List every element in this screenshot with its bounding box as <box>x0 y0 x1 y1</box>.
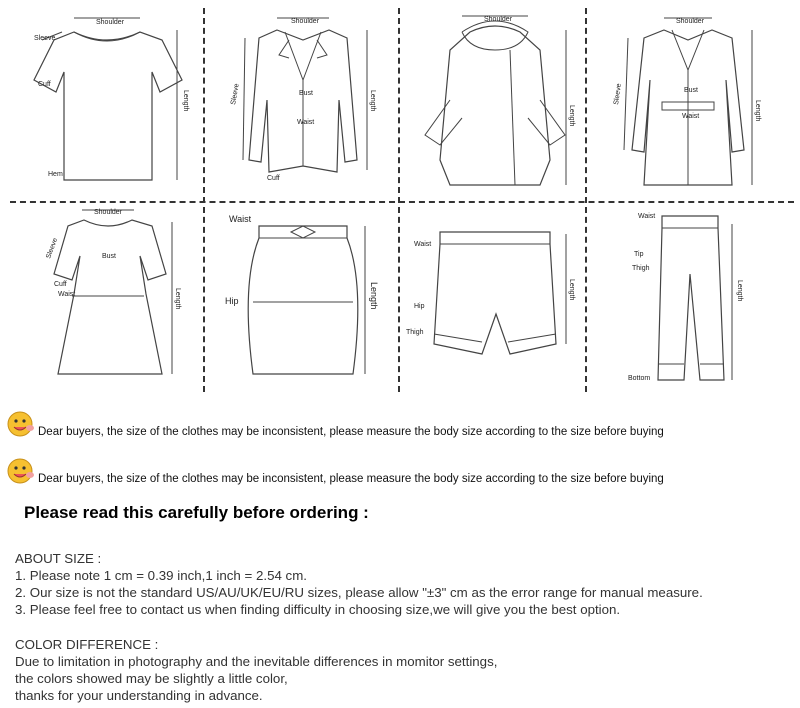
skirt-diagram <box>207 204 397 392</box>
skirt-hip-label: Hip <box>225 296 239 306</box>
dress-shoulder-label: Shoulder <box>94 209 123 216</box>
coat-length-label: Length <box>754 100 761 122</box>
notice-1 <box>6 408 664 438</box>
notice-2-text: Dear buyers, the size of the clothes may be inconsistent, please measure the body size according to the size before buying <box>38 473 664 485</box>
dress-length-label: Length <box>174 288 181 310</box>
dress-bust-label: Bust <box>102 253 117 260</box>
pants-bottom-label: Bottom <box>628 375 651 382</box>
pants-tip-label: Tip <box>634 251 644 258</box>
pants-diagram <box>592 204 782 392</box>
about-size-section <box>15 550 703 618</box>
coat-sleeve-label: Sleeve <box>613 83 623 106</box>
coat-shoulder-label: Shoulder <box>676 18 705 25</box>
color-difference-title: COLOR DIFFERENCE : <box>15 637 159 652</box>
notice-2 <box>6 455 664 485</box>
shorts-waist-label: Waist <box>414 241 432 248</box>
blazer-diagram <box>207 10 397 198</box>
about-size-item-1: 1. Please note 1 cm = 0.39 inch,1 inch = 2.54 cm. <box>15 568 307 583</box>
emoji-face-icon <box>6 455 36 485</box>
skirt-length-label: Length <box>369 282 379 310</box>
coat-diagram <box>592 10 782 198</box>
blazer-cuff-label: Cuff <box>267 175 280 182</box>
shorts-hip-label: Hip <box>414 303 425 310</box>
cape-diagram <box>400 10 590 198</box>
blazer-bust-label: Bust <box>299 90 314 97</box>
instructions-heading: Please read this carefully before ordering : <box>24 503 369 522</box>
color-difference-section <box>15 636 497 704</box>
shorts-diagram <box>400 204 590 392</box>
dress-cuff-label: Cuff <box>54 281 67 288</box>
blazer-length-label: Length <box>369 90 376 112</box>
skirt-waist-label: Waist <box>229 214 252 224</box>
notice-1-text: Dear buyers, the size of the clothes may be inconsistent, please measure the body size according to the size before buying <box>38 426 664 438</box>
about-size-item-2: 2. Our size is not the standard US/AU/UK/EU/RU sizes, please allow "±3" cm as the error range for manual measure. <box>15 585 703 600</box>
grid-divider-vertical-1 <box>203 8 205 392</box>
color-difference-line-2: the colors showed may be slightly a little color, <box>15 671 288 686</box>
pants-length-label: Length <box>736 280 743 302</box>
dress-waist-label: Waist <box>58 291 76 298</box>
shorts-length-label: Length <box>568 279 575 301</box>
pants-waist-label: Waist <box>638 213 656 220</box>
color-difference-line-1: Due to limitation in photography and the inevitable differences in momitor settings, <box>15 654 498 669</box>
color-difference-line-3: thanks for your understanding in advance. <box>15 688 263 703</box>
tshirt-diagram <box>12 10 202 198</box>
pants-thigh-label: Thigh <box>632 265 650 272</box>
blazer-shoulder-label: Shoulder <box>291 18 320 25</box>
blazer-waist-label: Waist <box>297 119 315 126</box>
grid-divider-horizontal <box>10 201 794 203</box>
tshirt-length-label: Length <box>182 90 189 112</box>
dress-diagram <box>12 204 202 392</box>
tshirt-shoulder-label: Shoulder <box>96 19 125 26</box>
coat-bust-label: Bust <box>684 87 699 94</box>
cape-shoulder-label: Shoulder <box>484 16 513 23</box>
tshirt-sleeve-label: Sleeve <box>34 35 56 42</box>
tshirt-hem-label: Hem <box>48 171 63 178</box>
dress-sleeve-label: Sleeve <box>45 237 60 260</box>
emoji-face-icon <box>6 408 36 438</box>
tshirt-cuff-label: Cuff <box>38 81 51 88</box>
blazer-sleeve-label: Sleeve <box>230 83 241 106</box>
about-size-title: ABOUT SIZE : <box>15 551 102 566</box>
coat-waist-label: Waist <box>682 113 700 120</box>
cape-length-label: Length <box>568 105 575 127</box>
about-size-item-3: 3. Please feel free to contact us when finding difficulty in choosing size,we will give you the best option. <box>15 602 621 617</box>
shorts-thigh-label: Thigh <box>406 329 424 336</box>
